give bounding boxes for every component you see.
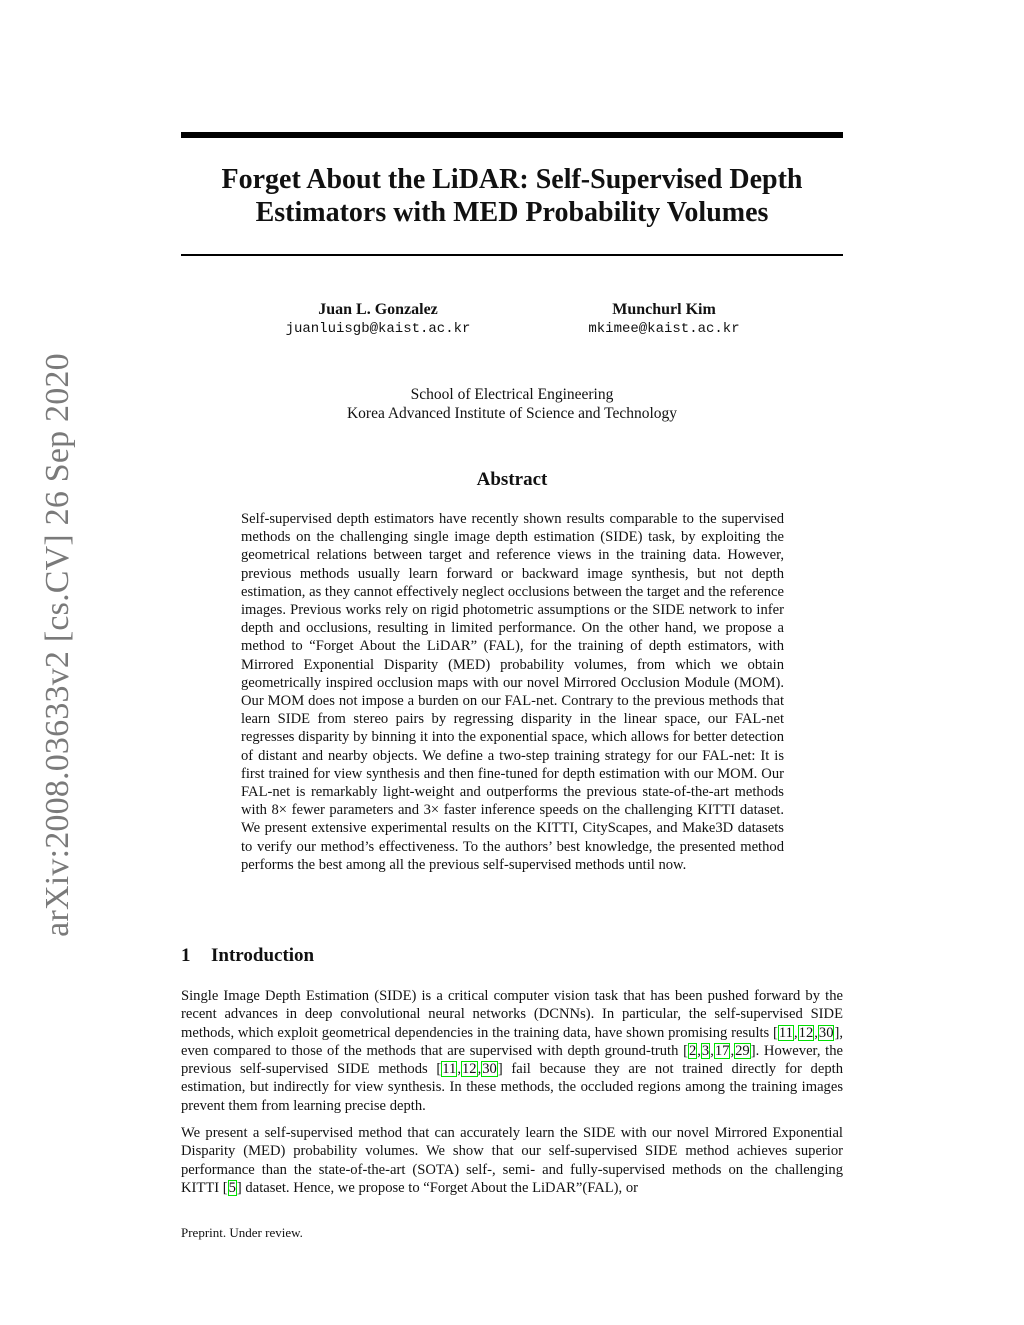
author-block-1	[228, 300, 528, 339]
paragraph-text: Single Image Depth Estimation (SIDE) is a critical computer vision task that has been pushed forward by the recent advances in deep convolutional neural networks (DCNNs). In particular, the self-supervised SIDE methods, which exploit geometrical dependencies in the training data, have shown promising results [	[181, 988, 843, 1041]
title-rule-bottom	[181, 254, 843, 256]
abstract-text: Self-supervised depth estimators have recently shown results comparable to the supervised methods on the challenging single image depth estimation (SIDE) task, by exploiting the geometrical relations between target and reference views in the training data. However, previous methods usually learn forward or backward image synthesis, but not depth estimation, as they cannot effectively neglect occlusions between the target and the reference images. Previous works rely on rigid photometric assumptions or the SIDE network to infer depth and occlusions, resulting in limited performance. On the other hand, we propose a method to “Forget About the LiDAR” (FAL), for the training of depth estimators, with Mirrored Exponential Disparity (MED) probability volumes, from which we obtain geometrically inspired occlusion maps with our novel Mirrored Occlusion Module (MOM). Our MOM does not impose a burden on our FAL-net. Contrary to the previous methods that learn SIDE from stereo pairs by regressing disparity in the linear space, our FAL-net regresses disparity by binning it into the exponential space, which allows for better detection of distant and nearby objects. We define a two-step training strategy for our FAL-net: It is first trained for view synthesis and then fine-tuned for depth estimation with our MOM. Our FAL-net is remarkably light-weight and outperforms the previous state-of-the-art methods with 8× fewer parameters and 3× faster inference speeds on the challenging KITTI dataset. We present extensive experimental results on the KITTI, CityScapes, and Make3D datasets to verify our method’s effectiveness. To the authors’ best knowledge, the presented method performs the best among all the previous self-supervised methods until now.	[241, 511, 784, 873]
section-title: Introduction	[211, 945, 315, 966]
author-block-2	[514, 300, 814, 339]
author-email: mkimee@kaist.ac.kr	[588, 321, 740, 337]
author-name: Munchurl Kim	[612, 301, 716, 318]
citation-link[interactable]: 12	[798, 1024, 814, 1041]
section-number: 1	[181, 945, 191, 966]
citation-link[interactable]: 30	[818, 1024, 834, 1041]
arxiv-identifier-margin	[38, 350, 78, 940]
citation-link[interactable]: 3	[701, 1042, 710, 1059]
paragraph-text: We present a self-supervised method that can accurately learn the SIDE with our novel Mirrored Exponential Disparity (MED) probability volumes. We show that our self-supervised SIDE method achieves superior performance than the state-of-the-art (SOTA) self-, semi- and fully-supervised methods on the challenging KITTI [	[181, 1125, 843, 1196]
citation-link[interactable]: 30	[482, 1061, 497, 1078]
citation-link[interactable]: 2	[688, 1042, 697, 1059]
title-line-2: Estimators with MED Probability Volumes	[255, 197, 769, 228]
citation-link[interactable]: 11	[442, 1061, 457, 1078]
citation-link[interactable]: 11	[778, 1024, 793, 1041]
title-line-1: Forget About the LiDAR: Self-Supervised Depth	[221, 164, 803, 195]
citation-link[interactable]: 12	[461, 1061, 477, 1078]
paper-title	[181, 163, 843, 229]
intro-paragraph-2	[181, 1124, 843, 1197]
author-name: Juan L. Gonzalez	[318, 301, 438, 318]
author-email: juanluisgb@kaist.ac.kr	[285, 321, 471, 337]
paragraph-text: ] fail because they are not trained directly for depth estimation, but indirectly for view synthesis. In these methods, the occluded regions among the training images prevent them from learning precise depth.	[181, 1061, 843, 1114]
citation-link[interactable]: 17	[714, 1042, 730, 1059]
arxiv-identifier: arXiv:2008.03633v2 [cs.CV] 26 Sep 2020	[39, 353, 77, 937]
title-rule-top	[181, 132, 843, 138]
preprint-footer: Preprint. Under review.	[181, 1225, 303, 1240]
intro-paragraph-1: Single Image Depth Estimation (SIDE) is a critical computer vision task that has been pushed forward by the recent advances in deep convolutional neural networks (DCNNs). In particular, the self-supervised SIDE methods, which exploit geometrical dependencies in the training data, have shown promising results [11,12,30], even compared to those of the methods that are supervised with depth ground-truth [2,3,17,29]. However, the previous self-supervised SIDE methods [11,12,30] fail because they are not trained directly for depth estimation, but indirectly for view synthesis. In these methods, the occluded regions among the training images prevent them from learning precise depth.	[181, 988, 844, 1114]
affiliation-line-2: Korea Advanced Institute of Science and Technology	[346, 405, 678, 422]
paragraph-text: ]. However, the previous self-supervised SIDE methods [	[181, 1042, 844, 1078]
section-heading-introduction	[181, 945, 314, 967]
paragraph-text: ], even compared to those of the methods that are supervised with depth ground-truth [	[181, 1024, 843, 1059]
citation-link[interactable]: 5	[228, 1179, 236, 1196]
paragraph-text: ] dataset. Hence, we propose to “Forget About the LiDAR”(FAL), or	[236, 1179, 638, 1196]
citation-link[interactable]: 29	[735, 1042, 750, 1059]
affiliation-line-1: School of Electrical Engineering	[410, 386, 614, 403]
abstract-heading: Abstract	[476, 469, 548, 490]
affiliation	[181, 385, 843, 423]
